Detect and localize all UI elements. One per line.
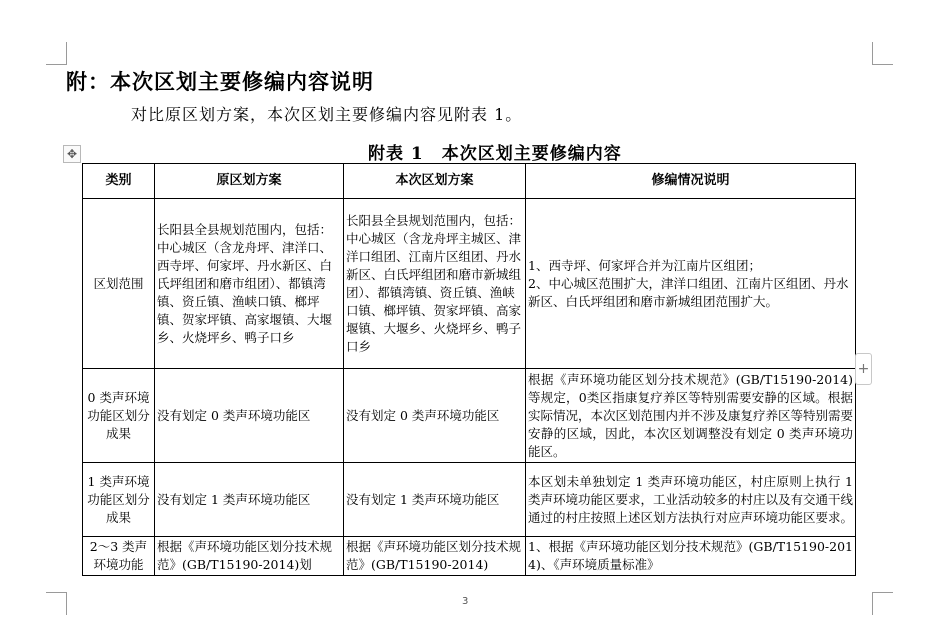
cell-current[interactable]: 没有划定 1 类声环境功能区 — [344, 463, 526, 537]
table-row — [83, 369, 856, 463]
cell-category[interactable]: 1 类声环境功能区划分成果 — [83, 463, 155, 537]
crop-mark-bottom-left — [46, 592, 67, 615]
cell-notes[interactable]: 根据《声环境功能区划分技术规范》(GB/T15190-2014)等规定，0类区指康复疗养区等特别需要安静的区域。根据实际情况，本次区划范围内并不涉及康复疗养区等特别需要安静的区域，因此，本次区划调整没有划定 0 类声环境功能区。 — [526, 369, 856, 463]
header-original-plan: 原区划方案 — [155, 164, 344, 199]
intro-paragraph: 对比原区划方案，本次区划主要修编内容见附表 1。 — [131, 105, 523, 124]
header-revision-notes: 修编情况说明 — [526, 164, 856, 199]
crop-mark-top-left — [46, 42, 67, 65]
cell-current[interactable]: 没有划定 0 类声环境功能区 — [344, 369, 526, 463]
table-row — [83, 199, 856, 369]
cell-notes[interactable]: 1、根据《声环境功能区划分技术规范》(GB/T15190-2014)、《声环境质量标准》 — [526, 537, 856, 576]
cell-original[interactable]: 长阳县全县规划范围内，包括：中心城区（含龙舟坪、津洋口、西寺坪、何家坪、丹水新区、白氏坪组团和磨市组团）、都镇湾镇、资丘镇、渔峡口镇、榔坪镇、贺家坪镇、高家堰镇、大堰乡、火烧坪乡、鸭子口乡 — [155, 199, 344, 369]
cell-category[interactable]: 0 类声环境功能区划分成果 — [83, 369, 155, 463]
crop-mark-bottom-right — [872, 592, 893, 615]
cell-current[interactable]: 根据《声环境功能区划分技术规范》(GB/T15190-2014) — [344, 537, 526, 576]
table-row — [83, 463, 856, 537]
revision-table — [82, 163, 856, 576]
add-column-plus-icon[interactable]: + — [855, 353, 872, 385]
table-move-handle-icon[interactable]: ✥ — [63, 145, 81, 163]
cell-notes[interactable]: 1、西寺坪、何家坪合并为江南片区组团； 2、中心城区范围扩大，津洋口组团、江南片区组团、丹水新区、白氏坪组团和磨市新城组团范围扩大。 — [526, 199, 856, 369]
cell-original[interactable]: 没有划定 1 类声环境功能区 — [155, 463, 344, 537]
crop-mark-top-right — [872, 42, 893, 65]
cell-category[interactable]: 2～3 类声环境功能 — [83, 537, 155, 576]
cell-original[interactable]: 根据《声环境功能区划分技术规范》(GB/T15190-2014)划 — [155, 537, 344, 576]
header-category: 类别 — [83, 164, 155, 199]
cell-notes[interactable]: 本区划未单独划定 1 类声环境功能区，村庄原则上执行 1 类声环境功能区要求，工业活动较多的村庄以及有交通干线通过的村庄按照上述区划方法执行对应声环境功能区要求。 — [526, 463, 856, 537]
table-header-row — [83, 164, 856, 199]
page-number: 3 — [462, 596, 469, 607]
cell-current[interactable]: 长阳县全县规划范围内，包括：中心城区（含龙舟坪主城区、津洋口组团、江南片区组团、丹水新区、白氏坪组团和磨市新城组团）、都镇湾镇、资丘镇、渔峡口镇、榔坪镇、贺家坪镇、高家堰镇、大堰乡、火烧坪乡、鸭子口乡 — [344, 199, 526, 369]
cell-category[interactable]: 区划范围 — [83, 199, 155, 369]
table-caption: 附表 1 本次区划主要修编内容 — [368, 144, 622, 164]
header-current-plan: 本次区划方案 — [344, 164, 526, 199]
cell-original[interactable]: 没有划定 0 类声环境功能区 — [155, 369, 344, 463]
table-row — [83, 537, 856, 576]
section-heading: 附：本次区划主要修编内容说明 — [66, 70, 374, 94]
